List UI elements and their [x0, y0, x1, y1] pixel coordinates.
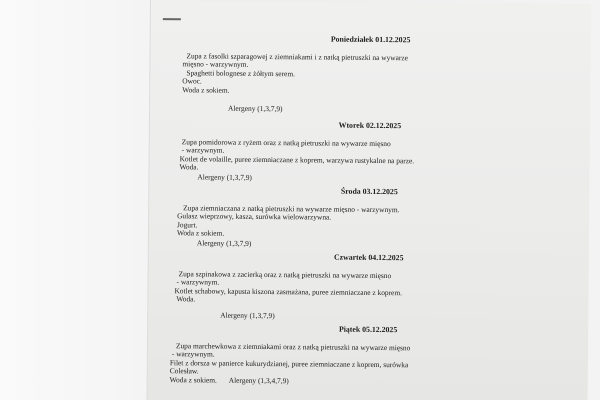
allergens-label: Alergeny (1,3,4,7,9): [228, 375, 289, 386]
menu-line: - warzywnym.: [181, 145, 225, 155]
menu-line: Kotlet de volaille, puree ziemniaczane z koprem, warzywa rustykalne na parze.: [179, 154, 415, 166]
menu-line: Zupa marchewkowa z ziemniakami oraz z natką pietruszki na wywarze mięsno: [175, 340, 411, 352]
menu-sheet: [147, 0, 591, 400]
day-monday: [150, 34, 591, 116]
menu-line: Jogurt.: [177, 220, 198, 230]
menu-line: Owoc.: [182, 76, 202, 86]
day-title: Wtorek 02.12.2025: [338, 120, 402, 131]
allergens-label: Alergeny (1,3,7,9): [196, 238, 252, 248]
menu-line: Woda.: [179, 162, 199, 172]
day-wednesday: [149, 186, 590, 251]
menu-line: Kotlet schabowy, kapusta kiszona zasmażana, puree ziemniaczane z koprem.: [174, 286, 403, 297]
menu-line: - warzywnym.: [176, 277, 220, 287]
allergens-label: Alergeny (1,3,7,9): [228, 103, 283, 113]
menu-line: Zupa ziemniaczana z natką pietruszki na wywarze mięsno - warzywnym.: [183, 202, 400, 214]
day-title: Piątek 05.12.2025: [338, 324, 398, 335]
menu-line: Woda.: [176, 294, 196, 304]
menu-line: mięsno - warzywnym.: [182, 59, 249, 70]
day-thursday: [148, 252, 589, 323]
menu-line: Gulasz wieprzowy, kasza, surówka wielowarzywna.: [177, 211, 332, 222]
allergens-label: Alergeny (1,3,7,9): [220, 310, 275, 321]
menu-line: Zupa pomidorowa z ryżem oraz z natką pietruszki na wywarze mięsno: [181, 136, 391, 148]
menu-line: Zupa z fasolki szparagowej z ziemniakami i z natką pietruszki na wywarze: [186, 50, 408, 62]
menu-line: Woda z sokiem.: [169, 375, 217, 385]
menu-line: Zupa szpinakowa z zacierką oraz z natką pietruszki na wywarze mięsno: [178, 268, 392, 280]
menu-line: Filet z dorsza w panierce kukurydzianej, puree ziemniaczane z koprem, surówka: [169, 357, 409, 370]
day-title: Poniedziałek 01.12.2025: [330, 34, 411, 45]
day-friday: [148, 324, 589, 388]
day-title: Czwartek 04.12.2025: [333, 252, 404, 263]
menu-line: Colesław.: [169, 366, 199, 376]
menu-line: Spaghetti bolognese z żółtym serem.: [186, 68, 295, 79]
margin-dash-mark: [163, 18, 181, 20]
day-title: Środa 03.12.2025: [340, 186, 398, 197]
menu-line: Woda z sokiem.: [182, 85, 230, 95]
menu-line: - warzywnym.: [171, 349, 215, 359]
day-tuesday: [149, 120, 590, 185]
allergens-label: Alergeny (1,3,7,9): [197, 172, 252, 182]
menu-line: Woda z sokiem.: [176, 228, 225, 239]
